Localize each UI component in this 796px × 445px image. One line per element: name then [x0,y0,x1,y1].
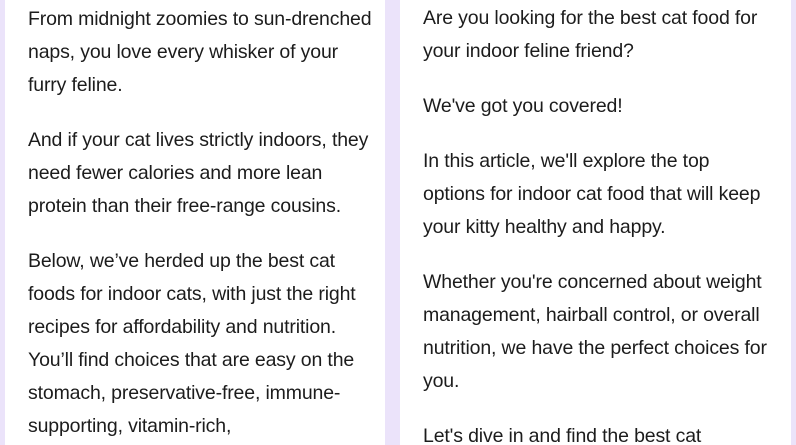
left-paragraph-1: From midnight zoomies to sun-drenched naps, you love every whisker of your furry feline. [28,8,372,96]
left-paragraph-3: Below, we’ve herded up the best cat foods for indoor cats, with just the right recipes for affordability and nutrition. You’ll find choices that are easy on the stomach, preservative-free, immune-supporting, vitamin-rich, [28,250,356,437]
right-paragraph-2: We've got you covered! [423,95,623,117]
right-paragraph-4: Whether you're concerned about weight management, hairball control, or overall nutrition, we have the perfect choices for you. [423,271,767,392]
left-paragraph-2: And if your cat lives strictly indoors, they need fewer calories and more lean protein than their free-range cousins. [28,129,369,217]
right-paragraph-3: In this article, we'll explore the top options for indoor cat food that will keep your kitty healthy and happy. [423,150,761,238]
right-paragraph-5: Let's dive in and find the best cat [423,425,702,445]
right-paragraph-1: Are you looking for the best cat food for your indoor feline friend? [423,7,758,62]
right-article-panel [400,0,791,445]
left-article-panel [5,0,385,445]
